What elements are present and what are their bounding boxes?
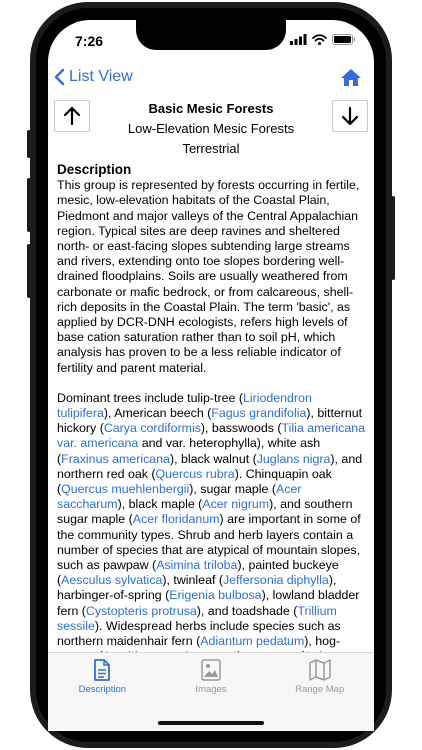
document-icon [93,659,111,681]
description-paragraph-1: This group is represented by forests occurring in fertile, mesic, low-elevation habitats of the Coastal Plain, Piedmont and major valleys of the Central Appalachian region. Typical sites are deep ravines and sheltered north- or east-facing slopes subtending large streams and rivers, extending onto toe slopes bordering well-drained floodplains. Soils are usually weathered from carbonate or mafic bedrock, or from calcareous, shell-rich deposits in the Coastal Plain. The term 'basic', as applied by DCR-DNH ecologists, refers high levels of base cation saturation rather than to soil pH, which analysis has proven to be a less reliable indicator of fertility and parent material. [57,178,360,375]
tab-images[interactable] [157,653,266,731]
scientific-name-link[interactable]: Carya cordiformis [103,421,201,436]
status-icons [290,34,356,45]
volume-up-button [27,178,31,232]
back-label: List View [69,68,133,85]
screen [48,20,374,730]
text-run: ), black walnut ( [169,451,257,466]
scientific-name-link[interactable]: Acer saccharum [57,482,302,512]
text-run: Dominant trees include tulip-tree ( [57,390,243,405]
text-run: ), painted buckeye ( [57,558,339,588]
text-run: ), black maple ( [117,497,203,512]
text-run: ), and southern sugar maple ( [57,497,353,527]
scientific-name-link[interactable]: Acer floridanum [132,512,220,527]
text-run: and var. heterophylla), white ash ( [57,436,321,466]
scientific-name-link[interactable]: Erigenia bulbosa [169,588,262,603]
text-run: ) are important in some of the community types. Shrub and herb layers contain a number of species that are atypical of mountain slopes, such as pawpaw ( [57,512,361,573]
wifi-icon [312,34,327,45]
text-run: ), hog- [304,634,341,649]
scientific-name-link[interactable]: Acer nigrum [202,497,270,512]
battery-icon [332,34,356,45]
community-category: Terrestrial [182,141,240,156]
text-run: ). Chinquapin oak ( [57,466,332,497]
signal-icon [290,34,307,45]
navigation-bar [48,64,374,96]
scientific-name-link[interactable]: Adiantum pedatum [200,634,305,649]
tab-description-label: Description [78,684,127,695]
text-run: ), harbinger-of-spring ( [57,573,337,603]
scientific-name-link[interactable]: Asimina triloba [156,558,238,573]
tab-bar [48,652,374,731]
text-run: ), and northern red oak ( [57,451,363,481]
back-button[interactable] [54,68,133,86]
text-run: ), basswoods ( [200,421,282,436]
text-run: ), bitternut hickory ( [57,406,363,436]
tab-description[interactable] [48,653,157,731]
tab-range-map-label: Range Map [295,684,345,695]
notch [136,20,286,50]
scientific-name-link[interactable]: Fraxinus americana [61,451,170,466]
text-run: ), American beech ( [103,406,212,421]
house-icon [340,68,362,87]
text-run: ), lowland bladder fern ( [57,588,360,618]
text-run: ). Widespread herbs include species such as northern maidenhair fern ( [57,618,341,649]
status-time: 7:26 [75,33,104,49]
home-button[interactable] [340,68,362,92]
volume-down-button [27,244,31,298]
scientific-name-link[interactable]: Juglans nigra [256,451,331,466]
scientific-name-link[interactable]: Fagus grandifolia [211,406,307,421]
text-run: ), and toadshade ( [196,603,298,618]
scientific-name-link[interactable]: Quercus muehlenbergii [61,482,190,497]
scientific-name-link[interactable]: Liriodendron tulipifera [57,390,312,421]
scientific-name-link[interactable]: Trillium sessile [57,603,337,633]
home-indicator [158,721,264,725]
side-button [27,130,31,158]
chevron-left-icon [54,68,65,86]
description-heading: Description [57,162,132,177]
photo-icon [201,659,221,681]
community-header [48,98,374,160]
scientific-name-link[interactable]: Tilia americana var. americana [57,421,366,451]
text-run: ), twinleaf ( [162,573,223,588]
text-run: ), sugar maple ( [189,482,277,497]
community-subtitle: Low-Elevation Mesic Forests [127,121,295,136]
description-paragraph-2 [57,391,367,680]
scientific-name-link[interactable]: Aesculus sylvatica [61,573,163,588]
scientific-name-link[interactable]: Cystopteris protrusa [85,603,197,618]
tab-images-label: Images [195,684,227,695]
power-button [391,196,395,280]
community-title: Basic Mesic Forests [148,101,274,116]
description-scroll[interactable] [57,162,367,652]
scientific-name-link[interactable]: Quercus rubra [155,466,235,481]
map-icon [309,659,331,681]
tab-range-map[interactable] [265,653,374,731]
scientific-name-link[interactable]: Jeffersonia diphylla [222,573,329,588]
